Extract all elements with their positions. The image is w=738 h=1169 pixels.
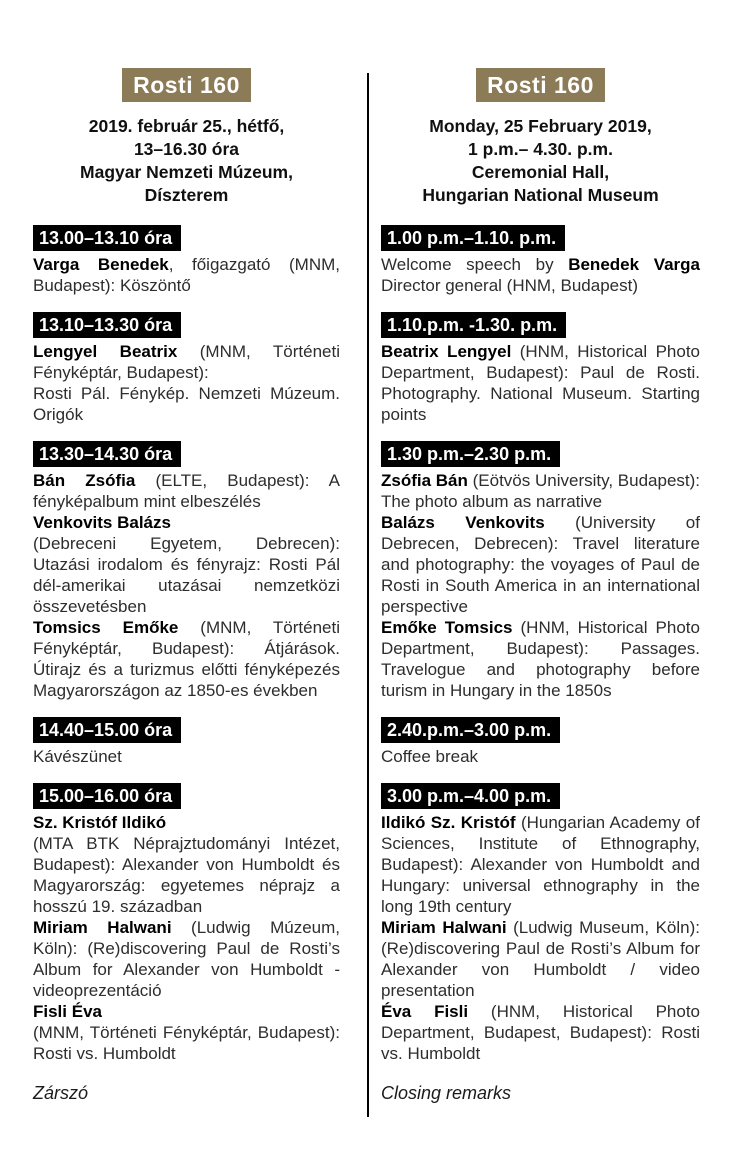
session-text-segment: (MNM, Történeti Fényképtár, Budapest): Átjárások. Útirajz és a turizmus előtti fényképezés Magyarországon az 1850-es években (33, 618, 340, 700)
session-text (381, 341, 700, 425)
event-meta-line: Ceremonial Hall, (471, 162, 610, 182)
session-text-segment: Kávészünet (33, 747, 122, 766)
session-block (381, 783, 700, 1064)
speaker-name: Zsófia Bán (381, 471, 468, 490)
session-time-row (381, 225, 700, 251)
session-time-badge: 3.00 p.m.–4.00 p.m. (381, 783, 560, 809)
session-text (33, 1001, 340, 1022)
speaker-name: Sz. Kristóf Ildikó (33, 813, 167, 832)
session-time-badge: 1.00 p.m.–1.10. p.m. (381, 225, 565, 251)
session-text-segment: Director general (HNM, Budapest) (381, 276, 638, 295)
event-meta-line: 1 p.m.– 4.30. p.m. (468, 139, 613, 159)
session-text (381, 617, 700, 701)
event-meta (33, 115, 340, 207)
session-block (33, 441, 340, 701)
session-time-badge: 14.40–15.00 óra (33, 717, 181, 743)
speaker-name: Tomsics Emőke (33, 618, 179, 637)
session-text (33, 617, 340, 701)
session-text-segment: (HNM, Historical Photo Department, Budapest, Budapest): Rosti vs. Humboldt (381, 1002, 700, 1063)
speaker-name: Éva Fisli (381, 1002, 469, 1021)
badge-row (381, 68, 700, 102)
session-text (381, 470, 700, 512)
session-block (381, 441, 700, 701)
session-time-row (33, 717, 340, 743)
session-time-row (33, 441, 340, 467)
session-text-segment: (Eötvös University, Budapest): The photo album as narrative (381, 471, 701, 511)
session-text (33, 512, 340, 533)
session-text (381, 812, 700, 917)
speaker-name: Lengyel Beatrix (33, 342, 178, 361)
event-badge: Rosti 160 (476, 68, 605, 102)
session-time-row (381, 441, 700, 467)
session-text-segment: (MNM, Történeti Fényképtár, Budapest): Rosti vs. Humboldt (33, 1023, 340, 1063)
session-time-row (33, 783, 340, 809)
speaker-name: Benedek Varga (568, 255, 701, 274)
column-divider (367, 73, 369, 1117)
session-text-segment: (Ludwig Museum, Köln): (Re)discovering Paul de Rosti’s Album for Alexander von Humboldt / video presentation (381, 918, 700, 1000)
session-block (33, 225, 340, 296)
session-block (33, 312, 340, 425)
session-time-badge: 2.40.p.m.–3.00 p.m. (381, 717, 560, 743)
session-text (33, 917, 340, 1001)
session-time-row (33, 312, 340, 338)
session-text (33, 746, 340, 767)
session-text (381, 917, 700, 1001)
session-text-segment: (MNM, Történeti Fényképtár, Budapest): (33, 342, 340, 382)
session-block (33, 783, 340, 1064)
event-badge: Rosti 160 (122, 68, 251, 102)
badge-row (33, 68, 340, 102)
session-time-badge: 13.10–13.30 óra (33, 312, 181, 338)
session-time-row (381, 717, 700, 743)
session-text-segment: (Debreceni Egyetem, Debrecen): Utazási irodalom és fényrajz: Rosti Pál dél-amerikai utazásai nemzetközi összevetésben (33, 534, 340, 616)
session-time-row (381, 783, 700, 809)
session-text (33, 341, 340, 383)
session-time-badge: 15.00–16.00 óra (33, 783, 181, 809)
session-text (33, 812, 340, 833)
speaker-name: Beatrix Lengyel (381, 342, 512, 361)
session-text-segment: , főigazgató (MNM, Budapest): Köszöntő (33, 255, 340, 295)
session-text (33, 254, 340, 296)
event-meta (381, 115, 700, 207)
session-text-segment: (University of Debrecen, Debrecen): Travel literature and photography: the voyages of Paul de Rosti in South America in an international perspective (381, 513, 700, 616)
session-text-segment: (HNM, Historical Photo Department, Budapest): Passages. Travelogue and photography before turism in Hungary in the 1850s (381, 618, 700, 700)
speaker-name: Fisli Éva (33, 1002, 102, 1021)
event-meta-line: Monday, 25 February 2019, (429, 116, 652, 136)
event-meta-line: 13–16.30 óra (133, 139, 240, 159)
speaker-name: Miriam Halwani (33, 918, 172, 937)
session-time-row (381, 312, 700, 338)
session-block (381, 312, 700, 425)
closing-note: Zárszó (33, 1083, 89, 1103)
speaker-name: Bán Zsófia (33, 471, 136, 490)
session-list (33, 225, 340, 1064)
session-text (381, 1001, 700, 1064)
session-text-segment: Welcome speech by (381, 255, 569, 274)
event-meta-line: Magyar Nemzeti Múzeum, (80, 162, 293, 182)
session-text (381, 746, 700, 767)
session-time-badge: 13.30–14.30 óra (33, 441, 181, 467)
session-time-badge: 1.10.p.m. -1.30. p.m. (381, 312, 566, 338)
session-text (33, 383, 340, 425)
session-text (33, 1022, 340, 1064)
closing-note: Closing remarks (381, 1083, 512, 1103)
session-time-row (33, 225, 340, 251)
session-text (33, 833, 340, 917)
session-block (381, 717, 700, 767)
session-text (33, 470, 340, 512)
speaker-name: Varga Benedek (33, 255, 169, 274)
event-meta-line: Hungarian National Museum (422, 185, 659, 205)
column-english (369, 0, 738, 1169)
speaker-name: Emőke Tomsics (381, 618, 513, 637)
session-text-segment: (Hungarian Academy of Sciences, Institute of Ethnography, Budapest): Alexander von Humboldt and Hungary: universal ethnography in the long 19th century (381, 813, 700, 916)
session-text-segment: (ELTE, Budapest): A fényképalbum mint elbeszélés (33, 471, 340, 511)
session-text-segment: (HNM, Historical Photo Department, Budapest): Paul de Rosti. Photography. National Museum. Starting points (381, 342, 700, 424)
session-text (381, 512, 700, 617)
session-text-segment: (MTA BTK Néprajztudományi Intézet, Budapest): Alexander von Humboldt és Magyarország: egyetemes néprajz a hosszú 19. században (33, 834, 340, 916)
speaker-name: Balázs Venkovits (381, 513, 545, 532)
session-text (381, 254, 700, 296)
session-text (33, 533, 340, 617)
session-text-segment: Rosti Pál. Fénykép. Nemzeti Múzeum. Origók (33, 384, 340, 424)
session-text-segment: Coffee break (381, 747, 479, 766)
session-time-badge: 13.00–13.10 óra (33, 225, 181, 251)
event-meta-line: Díszterem (144, 185, 229, 205)
speaker-name: Ildikó Sz. Kristóf (381, 813, 516, 832)
session-block (33, 717, 340, 767)
speaker-name: Miriam Halwani (381, 918, 507, 937)
event-meta-line: 2019. február 25., hétfő, (88, 116, 285, 136)
speaker-name: Venkovits Balázs (33, 513, 171, 532)
session-text-segment: (Ludwig Múzeum, Köln): (Re)discovering Paul de Rosti’s Album for Alexander von Humboldt - videoprezentáció (33, 918, 340, 1000)
session-block (381, 225, 700, 296)
session-list (381, 225, 700, 1064)
session-time-badge: 1.30 p.m.–2.30 p.m. (381, 441, 560, 467)
